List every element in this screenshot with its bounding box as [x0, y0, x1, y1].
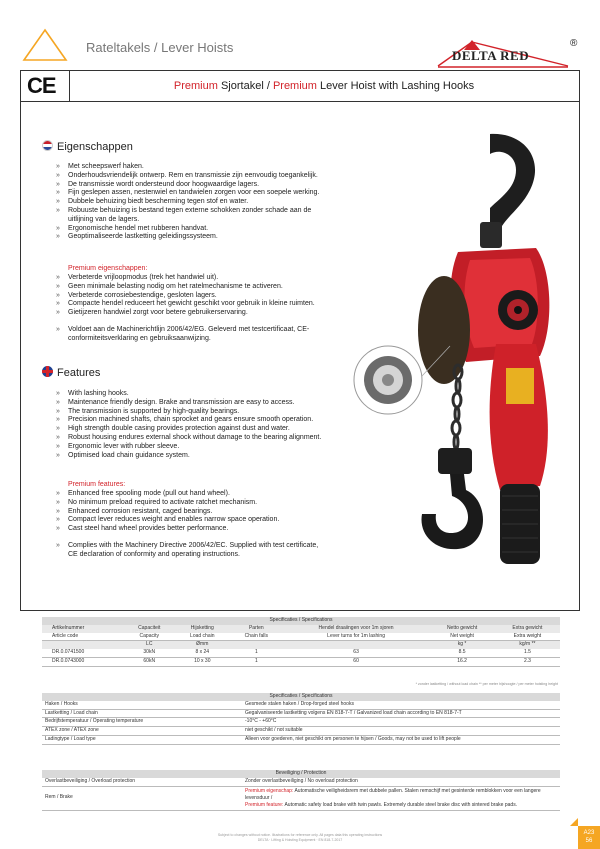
- table-caption: Specificaties / Specifications: [42, 617, 560, 625]
- page-header: [0, 0, 600, 68]
- section-heading-en: [42, 366, 100, 379]
- row-label: Haken / Hooks: [42, 701, 242, 709]
- unit-cell: Ømm: [196, 641, 209, 648]
- table-caption: Specificaties / Specifications: [42, 693, 560, 701]
- ce-mark: CE: [27, 73, 56, 98]
- list-item: » Robuuste behuizing is bestand tegen externe schokken zonder schade aan de uitlijning van de lagers.: [56, 207, 336, 225]
- col-header: Extra gewicht: [512, 624, 543, 631]
- list-item: » The transmission is supported by high-quality bearings.: [56, 408, 346, 417]
- document-title: Rateltakels / Lever Hoists: [86, 40, 234, 55]
- product-title-nl: Sjortakel /: [217, 80, 273, 92]
- dutch-flag-icon: [42, 140, 53, 151]
- table-footnote: * zonder lastketting / without load chain ** per meter hijshoogte / per meter hoisting height: [415, 682, 558, 686]
- brand-name: DELTA RED: [452, 48, 530, 63]
- row-value: [242, 786, 560, 810]
- list-item: » High strength double casing provides protection against dust and water.: [56, 425, 346, 434]
- list-item: » Verbeterde vrijloopmodus (trek het handwiel uit).: [56, 274, 346, 283]
- features-list-nl: [56, 163, 336, 242]
- page-sub-number: 56: [585, 838, 593, 844]
- list-item: » Met scheepswerf haken.: [56, 163, 336, 172]
- table-cell: 30kN: [124, 649, 175, 657]
- unit-cell: LC: [146, 641, 153, 648]
- list-item: » Enhanced free spooling mode (pull out hand wheel).: [56, 490, 346, 499]
- registered-mark: ®: [570, 38, 578, 49]
- tab-fold: [570, 818, 578, 826]
- row-value: Gesmede stalen haken / Drop-forged steel hooks: [242, 701, 560, 709]
- list-item: » Gietijzeren handwiel zorgt voor betere gebruikerservaring.: [56, 309, 346, 318]
- col-header: Parten: [248, 624, 264, 631]
- list-item: » Optimised load chain guidance system.: [56, 452, 346, 461]
- table-cell: DR.0.0741500: [42, 649, 124, 657]
- table-row: [42, 718, 560, 727]
- row-label: Rem / Brake: [42, 786, 242, 810]
- table-cell: 63: [283, 649, 429, 657]
- row-value: niet geschikt / not suitable: [242, 727, 560, 736]
- list-item: » Ergonomische hendel met rubberen handvat.: [56, 225, 336, 234]
- lever-hoist-illustration: [340, 130, 580, 600]
- table-caption: Beveiliging / Protection: [42, 770, 560, 778]
- table-row: [42, 727, 560, 736]
- col-header: Extra weight: [495, 633, 560, 641]
- table-cell: DR.0.0743000: [42, 657, 124, 666]
- row-label: Bedrijfstemperatuur / Operating temperature: [42, 718, 242, 727]
- details-table: [42, 693, 560, 745]
- row-label: Lastketting / Load chain: [42, 709, 242, 718]
- col-header: Artikelnummer: [52, 624, 85, 631]
- list-item: » With lashing hooks.: [56, 390, 346, 399]
- list-item: » Geoptimaliseerde lastketting geleidingssysteem.: [56, 233, 336, 242]
- product-title-en: Lever Hoist with Lashing Hooks: [316, 80, 475, 92]
- table-cell: 60: [283, 657, 429, 666]
- footer-info: DELTA · Lifting & Hoisting Equipment · EN 818-7-2017: [257, 838, 343, 842]
- col-header: Hijsketting: [190, 624, 214, 631]
- table-cell: 60kN: [124, 657, 175, 666]
- unit-cell: [230, 641, 283, 649]
- table-row: [42, 649, 560, 657]
- page-number: A23: [583, 830, 595, 836]
- list-item: » Enhanced corrosion resistant, caged bearings.: [56, 508, 346, 517]
- compliance-text-nl: » Voldoet aan de Machinerichtlijn 2006/42/EG. Geleverd met testcertificaat, CE-conformiteitsverklaring en gebruiksaanwijzing.: [56, 326, 326, 344]
- table-cell: 1: [230, 657, 283, 666]
- table-row: [42, 657, 560, 666]
- features-list-en: [56, 390, 346, 460]
- warning-triangle-icon: [22, 28, 68, 62]
- list-item: » Verbeterde corrosiebestendige, gesloten lagers.: [56, 292, 346, 301]
- row-label: Overlastbeveiliging / Overload protection: [42, 778, 242, 786]
- list-item: » De transmissie wordt ondersteund door hoogwaardige lagers.: [56, 181, 336, 190]
- list-item: » Compacte hendel reduceert het gewicht geschikt voor gebruik in kleine ruimten.: [56, 300, 346, 309]
- premium-label: Premium: [272, 80, 317, 92]
- list-item: » Ergonomic lever with rubber sleeve.: [56, 443, 346, 452]
- col-header: Article code: [42, 633, 124, 641]
- list-item: » Dubbele behuizing biedt bescherming tegen stof en water.: [56, 198, 336, 207]
- col-header: Netto gewicht: [446, 624, 478, 631]
- premium-list-en: [56, 490, 346, 560]
- heading-text: Features: [57, 367, 101, 379]
- premium-heading-en: Premium features:: [68, 481, 126, 488]
- premium-label: Premium: [173, 80, 218, 92]
- row-label: Ladingtype / Load type: [42, 735, 242, 744]
- table-cell: 1: [230, 649, 283, 657]
- col-header: Hendel draaiingen voor 1m sjoren: [318, 624, 394, 631]
- product-title-bar: [21, 71, 579, 102]
- list-item: » Fijn geslepen assen, nestenwiel en tandwielen zorgen voor een soepele werking.: [56, 189, 336, 198]
- col-header: Lever turns for 1m lashing: [283, 633, 429, 641]
- uk-flag-icon: [42, 366, 53, 377]
- table-row: [42, 786, 560, 810]
- brake-text-nl: Automatische veiligheidsrem met dubbele pallen. Stalen remschijf met gesinterde remblokken voor een langere levensduur /: [245, 787, 541, 801]
- compliance-text-en: » Complies with the Machinery Directive 2006/42/EC. Supplied with test certificate, CE declaration of conformity and operating instructions.: [56, 542, 326, 560]
- product-title: [69, 80, 579, 92]
- heading-text: Eigenschappen: [57, 141, 133, 153]
- unit-cell: [42, 641, 124, 649]
- col-header: Capaciteit: [138, 624, 161, 631]
- table-cell: 10 x 30: [175, 657, 230, 666]
- premium-feature-label: Premium feature:: [245, 801, 284, 808]
- row-value: -10°C - +60°C: [242, 718, 560, 727]
- row-label: ATEX zone / ATEX zone: [42, 727, 242, 736]
- table-row: [42, 778, 560, 786]
- list-item: » Onderhoudsvriendelijk ontwerp. Rem en transmissie zijn eenvoudig toegankelijk.: [56, 172, 336, 181]
- list-item: » Geen minimale belasting nodig om het ratelmechanisme te activeren.: [56, 283, 346, 292]
- table-row: [42, 701, 560, 709]
- col-header: Load chain: [175, 633, 230, 641]
- page-number-tab: [578, 826, 600, 849]
- table-row: [42, 735, 560, 744]
- row-value: Zonder overlastbeveiliging / No overload protection: [242, 778, 560, 786]
- col-header: Capacity: [124, 633, 175, 641]
- list-item: » Robust housing endures external shock without damage to the bearing alignment.: [56, 434, 346, 443]
- brand-logo: [432, 40, 582, 68]
- list-item: » No minimum preload required to activate ratchet mechanism.: [56, 499, 346, 508]
- unit-cell: kg/m **: [519, 641, 536, 648]
- table-row: [42, 709, 560, 718]
- premium-heading-nl: Premium eigenschappen:: [68, 265, 148, 272]
- table-cell: 8.5: [429, 649, 495, 657]
- premium-feature-label: Premium eigenschap:: [245, 787, 294, 794]
- protection-table: [42, 770, 560, 811]
- list-item: » Maintenance friendly design. Brake and transmission are easy to access.: [56, 399, 346, 408]
- col-header: Net weight: [429, 633, 495, 641]
- section-heading-nl: [42, 140, 133, 153]
- table-cell: 8 x 24: [175, 649, 230, 657]
- row-value: Gegalvaniseerde lastketting volgens EN 818-7-T / Galvanized load chain according to EN 818-7-T: [242, 709, 560, 718]
- footer-disclaimer: Subject to changes without notice. Illustrations for reference only. All pages data this operating instructions: [217, 833, 383, 837]
- list-item: » Cast steel hand wheel provides better performance.: [56, 525, 346, 534]
- row-value: Alleen voor goederen, niet geschikt om personen te hijsen / Goods, may not be used to lift people: [242, 735, 560, 744]
- col-header: Chain falls: [230, 633, 283, 641]
- table-cell: 16.2: [429, 657, 495, 666]
- premium-list-nl: [56, 274, 346, 344]
- table-cell: 2.3: [495, 657, 560, 666]
- unit-cell: kg *: [457, 641, 467, 648]
- list-item: » Precision machined shafts, chain sprocket and gears ensure smooth operation.: [56, 416, 346, 425]
- brake-text-en: Automatic safety load brake with twin pawls. Extremely durable steel brake disc with sintered brake pads.: [283, 801, 518, 808]
- table-cell: 1.5: [495, 649, 560, 657]
- unit-cell: [283, 641, 429, 649]
- specifications-table: [42, 617, 560, 667]
- list-item: » Compact lever reduces weight and enables narrow space operation.: [56, 516, 346, 525]
